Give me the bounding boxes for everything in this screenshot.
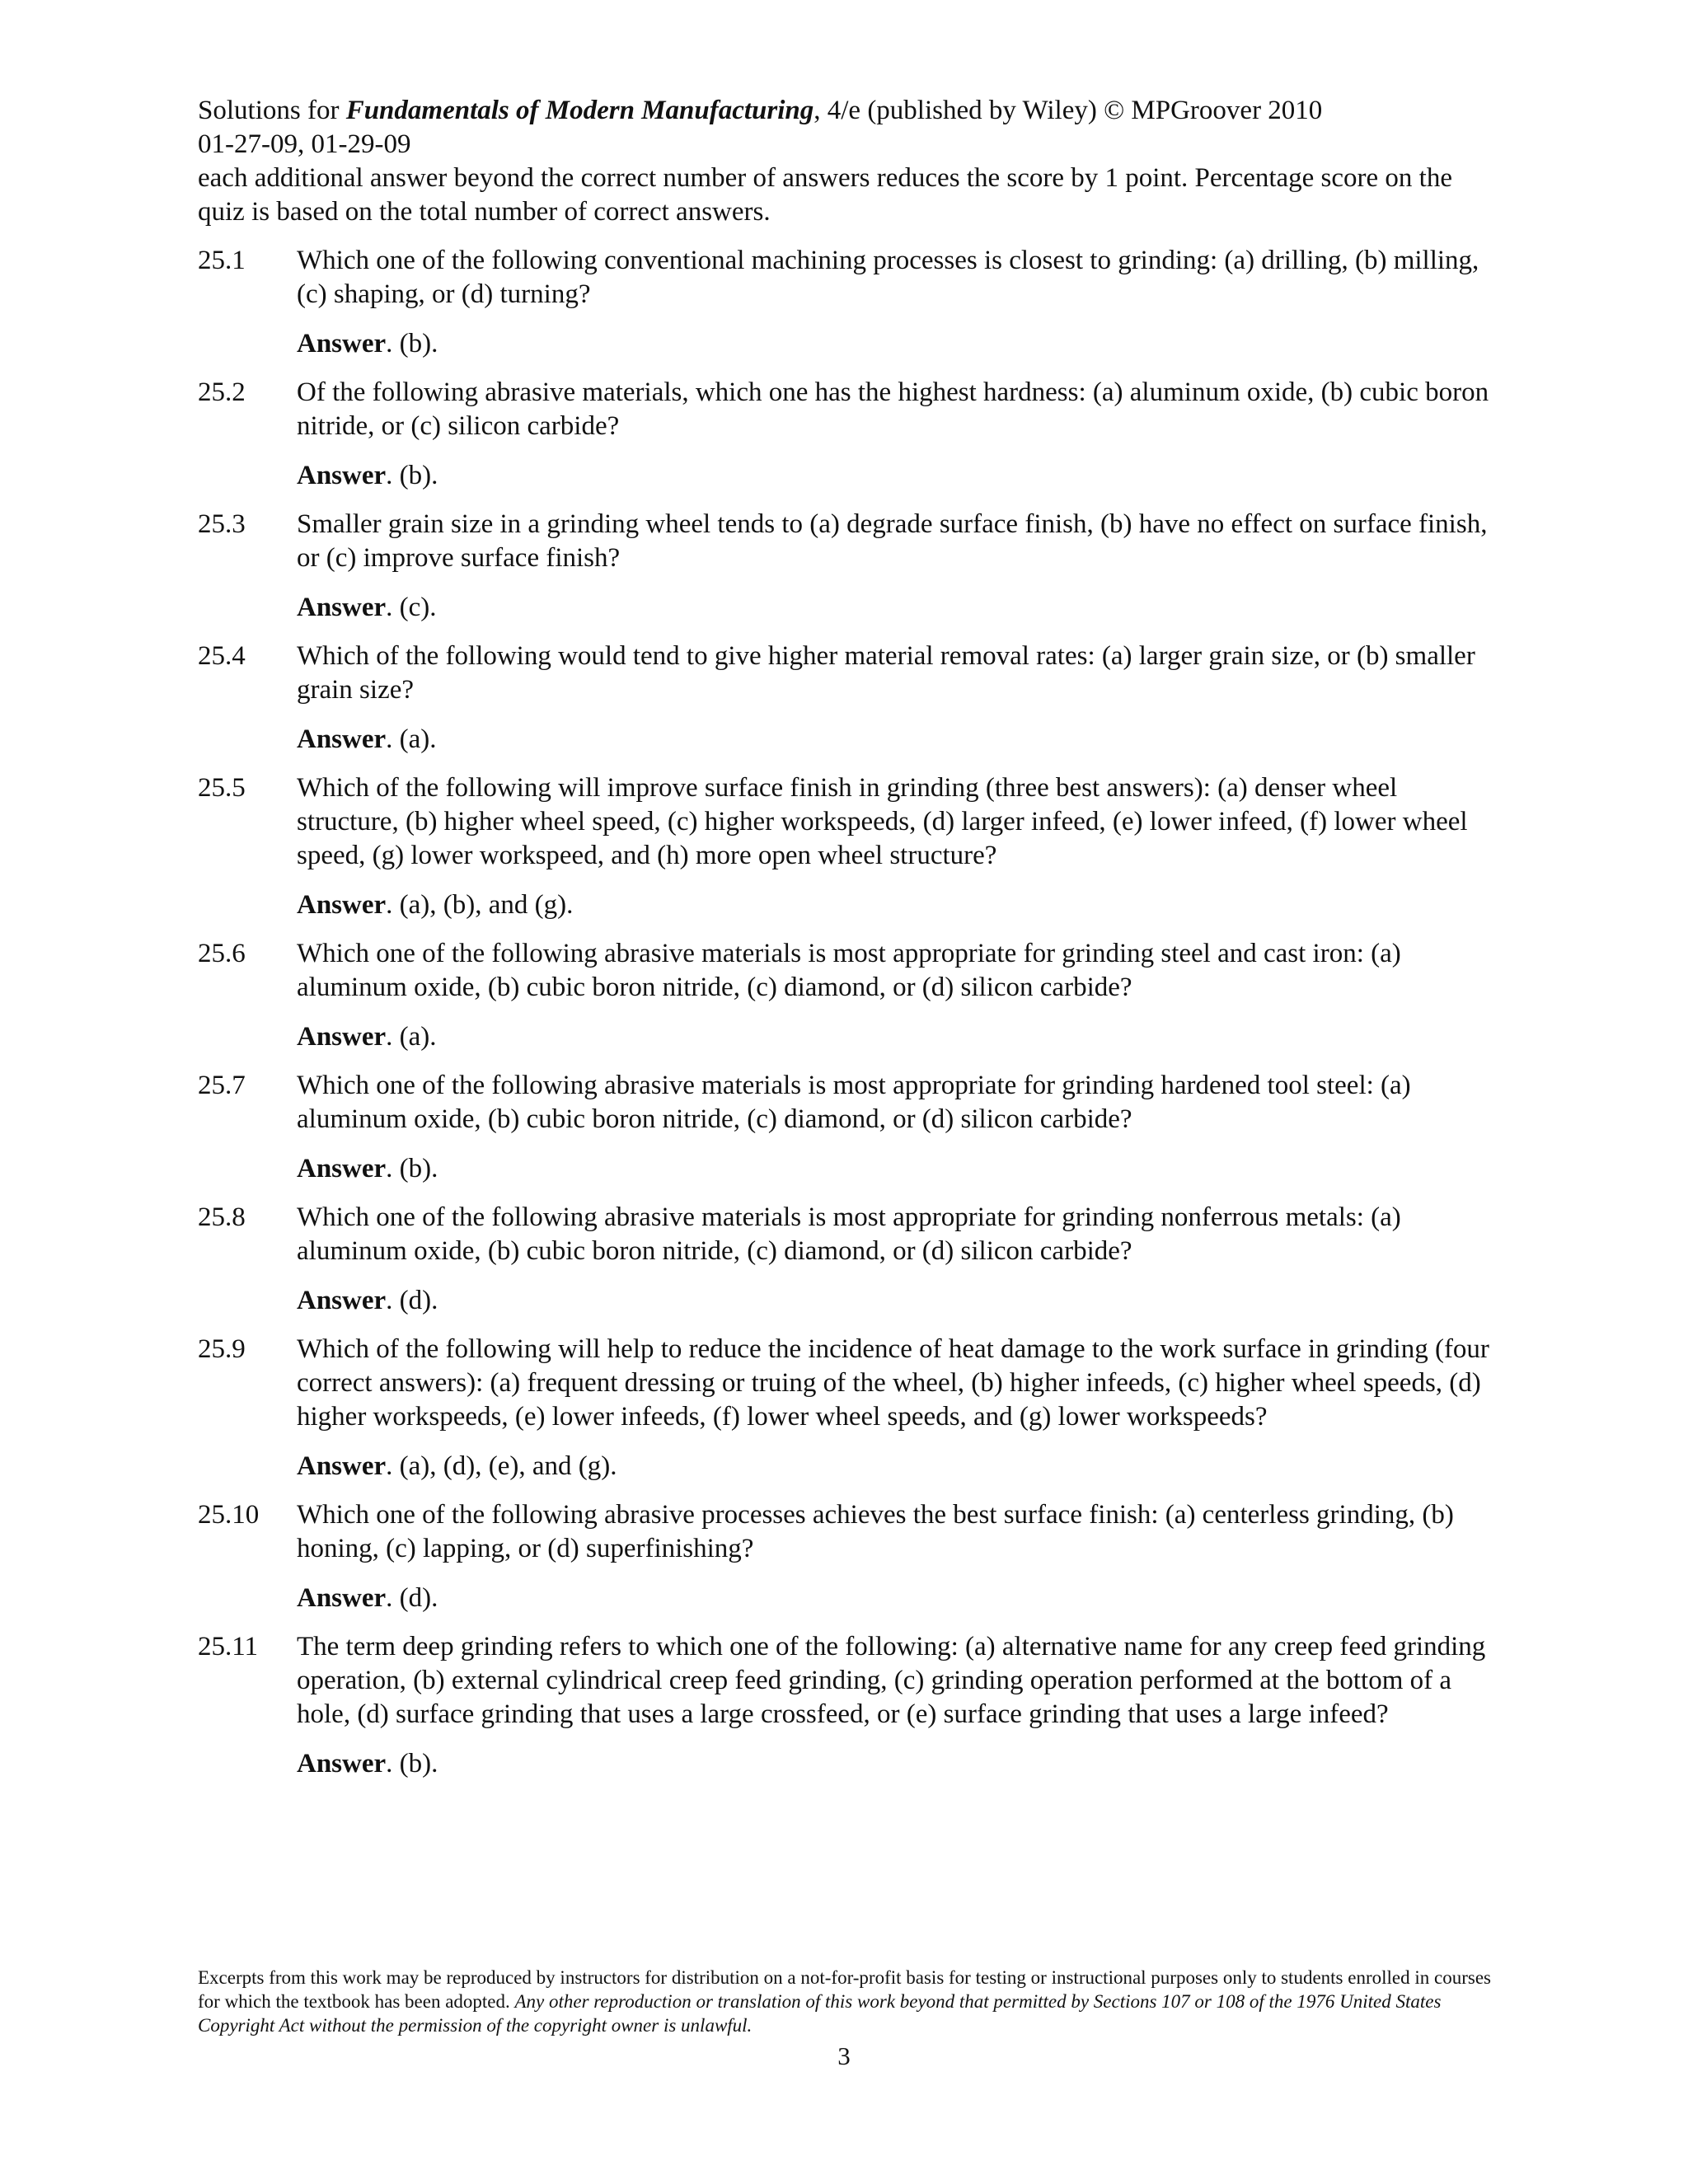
question-body xyxy=(297,508,1500,625)
question-body xyxy=(297,1630,1500,1781)
question-number: 25.7 xyxy=(198,1071,246,1100)
answer-line xyxy=(297,459,1500,493)
answer-label: Answer xyxy=(297,329,387,359)
question-list xyxy=(198,244,1500,1781)
answer-label: Answer xyxy=(297,461,387,490)
question-body xyxy=(297,1201,1500,1318)
answer-line xyxy=(297,1747,1500,1781)
answer-value: . (a), (b), and (g). xyxy=(386,890,574,920)
question-text: Which of the following would tend to give higher material removal rates: (a) larger grain size, or (b) smaller grain size? xyxy=(297,641,1475,705)
answer-line xyxy=(297,327,1500,361)
answer-label: Answer xyxy=(297,1286,387,1315)
question-number: 25.8 xyxy=(198,1202,246,1232)
question-number: 25.10 xyxy=(198,1500,260,1530)
question-item xyxy=(198,937,1500,1054)
question-item xyxy=(198,1201,1500,1318)
question-text: Which one of the following abrasive materials is most appropriate for grinding nonferrous metals: (a) aluminum oxide, (b) cubic boron nitride, (c) diamond, or (d) silicon carbide? xyxy=(297,1202,1401,1266)
answer-value: . (b). xyxy=(386,329,438,359)
header-dates: 01-27-09, 01-29-09 xyxy=(198,129,411,159)
question-text: Which of the following will help to reduce the incidence of heat damage to the work surface in grinding (four correct answers): (a) frequent dressing or truing of the wheel, (b) higher infeeds, (c) higher wheel speeds, (d) higher workspeeds, (e) lower infeeds, (f) lower wheel speeds, and (g) lower workspeeds? xyxy=(297,1334,1489,1432)
question-item xyxy=(198,771,1500,922)
question-item xyxy=(198,1069,1500,1186)
answer-line xyxy=(297,888,1500,922)
question-number: 25.11 xyxy=(198,1632,259,1661)
page-number: 3 xyxy=(837,2041,851,2070)
answer-value: . (a). xyxy=(386,1022,437,1052)
answer-label: Answer xyxy=(297,724,387,754)
copyright-footer xyxy=(198,1966,1500,2037)
answer-value: . (b). xyxy=(386,1749,438,1779)
question-item xyxy=(198,1498,1500,1615)
answer-line xyxy=(297,1582,1500,1615)
question-text: Which one of the following abrasive materials is most appropriate for grinding hardened tool steel: (a) aluminum oxide, (b) cubic boron nitride, (c) diamond, or (d) silicon carbide? xyxy=(297,1071,1411,1134)
question-item xyxy=(198,244,1500,361)
answer-label: Answer xyxy=(297,1451,387,1481)
question-item xyxy=(198,508,1500,625)
question-body xyxy=(297,1498,1500,1615)
answer-label: Answer xyxy=(297,1749,387,1779)
question-text: Which one of the following abrasive processes achieves the best surface finish: (a) centerless grinding, (b) honing, (c) lapping, or (d) superfinishing? xyxy=(297,1500,1454,1563)
header-prefix: Solutions for xyxy=(198,96,346,125)
question-body xyxy=(297,1333,1500,1483)
answer-line xyxy=(297,1020,1500,1054)
question-text: The term deep grinding refers to which one of the following: (a) alternative name for any creep feed grinding operation, (b) external cylindrical creep feed grinding, (c) grinding operation performed at the bottom of a hole, (d) surface grinding that uses a large crossfeed, or (e) surface grinding that uses a large infeed? xyxy=(297,1632,1486,1729)
answer-value: . (a). xyxy=(386,724,437,754)
question-number: 25.3 xyxy=(198,509,246,539)
question-body xyxy=(297,937,1500,1054)
question-number: 25.4 xyxy=(198,641,246,671)
answer-value: . (b). xyxy=(386,1154,438,1183)
answer-value: . (c). xyxy=(386,593,437,622)
answer-label: Answer xyxy=(297,890,387,920)
answer-line xyxy=(297,591,1500,625)
intro-paragraph: each additional answer beyond the correct number of answers reduces the score by 1 point. Percentage score on the quiz is based on the total number of correct answers. xyxy=(198,163,1452,227)
footer-legal-notice: Any other reproduction or translation of this work beyond that permitted by Sections 107 or 108 of the 1976 United States Copyright Act without the permission of the copyright owner is unlawful. xyxy=(198,1991,1442,2036)
question-text: Which one of the following abrasive materials is most appropriate for grinding steel and cast iron: (a) aluminum oxide, (b) cubic boron nitride, (c) diamond, or (d) silicon carbide? xyxy=(297,939,1401,1002)
question-item xyxy=(198,1333,1500,1483)
question-body xyxy=(297,244,1500,361)
answer-line xyxy=(297,723,1500,757)
question-item xyxy=(198,376,1500,493)
answer-line xyxy=(297,1450,1500,1483)
answer-value: . (b). xyxy=(386,461,438,490)
answer-label: Answer xyxy=(297,1022,387,1052)
question-number: 25.2 xyxy=(198,377,246,407)
page-content xyxy=(198,94,1500,1781)
answer-line xyxy=(297,1284,1500,1318)
question-number: 25.6 xyxy=(198,939,246,968)
question-text: Which one of the following conventional machining processes is closest to grinding: (a) drilling, (b) milling, (c) shaping, or (d) turning? xyxy=(297,246,1479,309)
question-text: Smaller grain size in a grinding wheel tends to (a) degrade surface finish, (b) have no effect on surface finish, or (c) improve surface finish? xyxy=(297,509,1488,573)
question-item xyxy=(198,640,1500,757)
answer-label: Answer xyxy=(297,1583,387,1613)
book-title: Fundamentals of Modern Manufacturing xyxy=(345,96,814,125)
question-body xyxy=(297,771,1500,922)
question-text: Of the following abrasive materials, which one has the highest hardness: (a) aluminum oxide, (b) cubic boron nitride, or (c) silicon carbide? xyxy=(297,377,1489,441)
question-number: 25.5 xyxy=(198,773,246,803)
question-number: 25.1 xyxy=(198,246,246,275)
answer-value: . (d). xyxy=(386,1286,438,1315)
page-header xyxy=(198,94,1500,128)
answer-value: . (d). xyxy=(386,1583,438,1613)
question-body xyxy=(297,376,1500,493)
answer-label: Answer xyxy=(297,593,387,622)
question-item xyxy=(198,1630,1500,1781)
question-body xyxy=(297,1069,1500,1186)
footer-notice: Excerpts from this work may be reproduced by instructors for distribution on a not-for-profit basis for testing or instructional purposes only to students enrolled in courses for which the textbook has been adopted. xyxy=(198,1967,1491,2012)
header-suffix: , 4/e (published by Wiley) © MPGroover 2010 xyxy=(814,96,1323,125)
question-text: Which of the following will improve surface finish in grinding (three best answers): (a) denser wheel structure, (b) higher wheel speed, (c) higher workspeeds, (d) larger infeed, (e) lower infeed, (f) lower wheel speed, (g) lower workspeed, and (h) more open wheel structure? xyxy=(297,773,1468,870)
answer-label: Answer xyxy=(297,1154,387,1183)
answer-value: . (a), (d), (e), and (g). xyxy=(386,1451,617,1481)
question-body xyxy=(297,640,1500,757)
answer-line xyxy=(297,1152,1500,1186)
question-number: 25.9 xyxy=(198,1334,246,1364)
